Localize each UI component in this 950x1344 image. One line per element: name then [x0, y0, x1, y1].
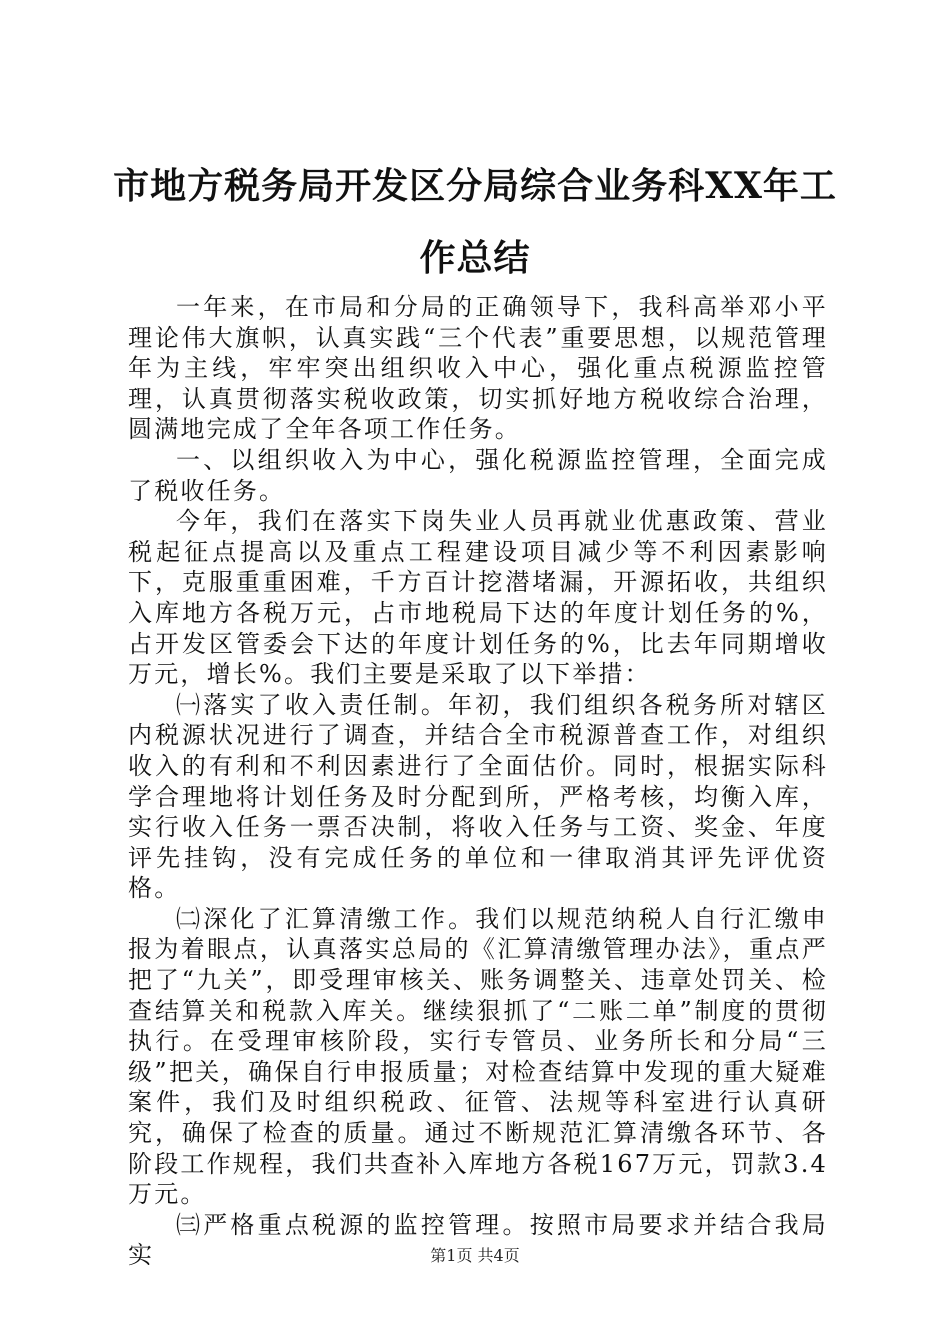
document-body	[128, 292, 828, 1271]
page-number-footer: 第1页 共4页	[430, 1246, 520, 1265]
document-title: 市地方税务局开发区分局综合业务科XX年工作总结	[113, 165, 837, 279]
paragraph-revenue-summary: 今年，我们在落实下岗失业人员再就业优惠政策、营业税起征点提高以及重点工程建设项目减少等不利因素影响下，克服重重困难，千方百计挖潜堵漏，开源拓收，共组织入库地方各税万元，占市地税局下达的年度计划任务的%，占开发区管委会下达的年度计划任务的%，比去年同期增收万元，增长%。我们主要是采取了以下举措：	[128, 507, 828, 689]
paragraph-intro: 一年来，在市局和分局的正确领导下，我科高举邓小平理论伟大旗帜，认真实践“三个代表”重要思想，以规范管理年为主线，牢牢突出组织收入中心，强化重点税源监控管理，认真贯彻落实税收政策，切实抓好地方税收综合治理，圆满地完成了全年各项工作任务。	[128, 293, 828, 444]
paragraph-measure-2: ㈡深化了汇算清缴工作。我们以规范纳税人自行汇缴申报为着眼点，认真落实总局的《汇算清缴管理办法》，重点严把了“九关”，即受理审核关、账务调整关、违章处罚关、检查结算关和税款入库关。继续狠抓了“二账二单”制度的贯彻执行。在受理审核阶段，实行专管员、业务所长和分局“三级”把关，确保自行申报质量；对检查结算中发现的重大疑难案件，我们及时组织税政、征管、法规等科室进行认真研究，确保了检查的质量。通过不断规范汇算清缴各环节、各阶段工作规程，我们共查补入库地方各税167万元，罚款3.4万元。	[128, 904, 828, 1209]
paragraph-measure-1: ㈠落实了收入责任制。年初，我们组织各税务所对辖区内税源状况进行了调查，并结合全市税源普查工作，对组织收入的有利和不利因素进行了全面估价。同时，根据实际科学合理地将计划任务及时分配到所，严格考核，均衡入库，实行收入任务一票否决制，将收入任务与工资、奖金、年度评先挂钩，没有完成任务的单位和一律取消其评先评优资格。	[128, 690, 828, 903]
paragraph-measure-3: ㈢严格重点税源的监控管理。按照市局要求并结合我局实	[128, 1210, 828, 1270]
paragraph-section-1-heading: 一、以组织收入为中心，强化税源监控管理，全面完成了税收任务。	[128, 445, 828, 505]
